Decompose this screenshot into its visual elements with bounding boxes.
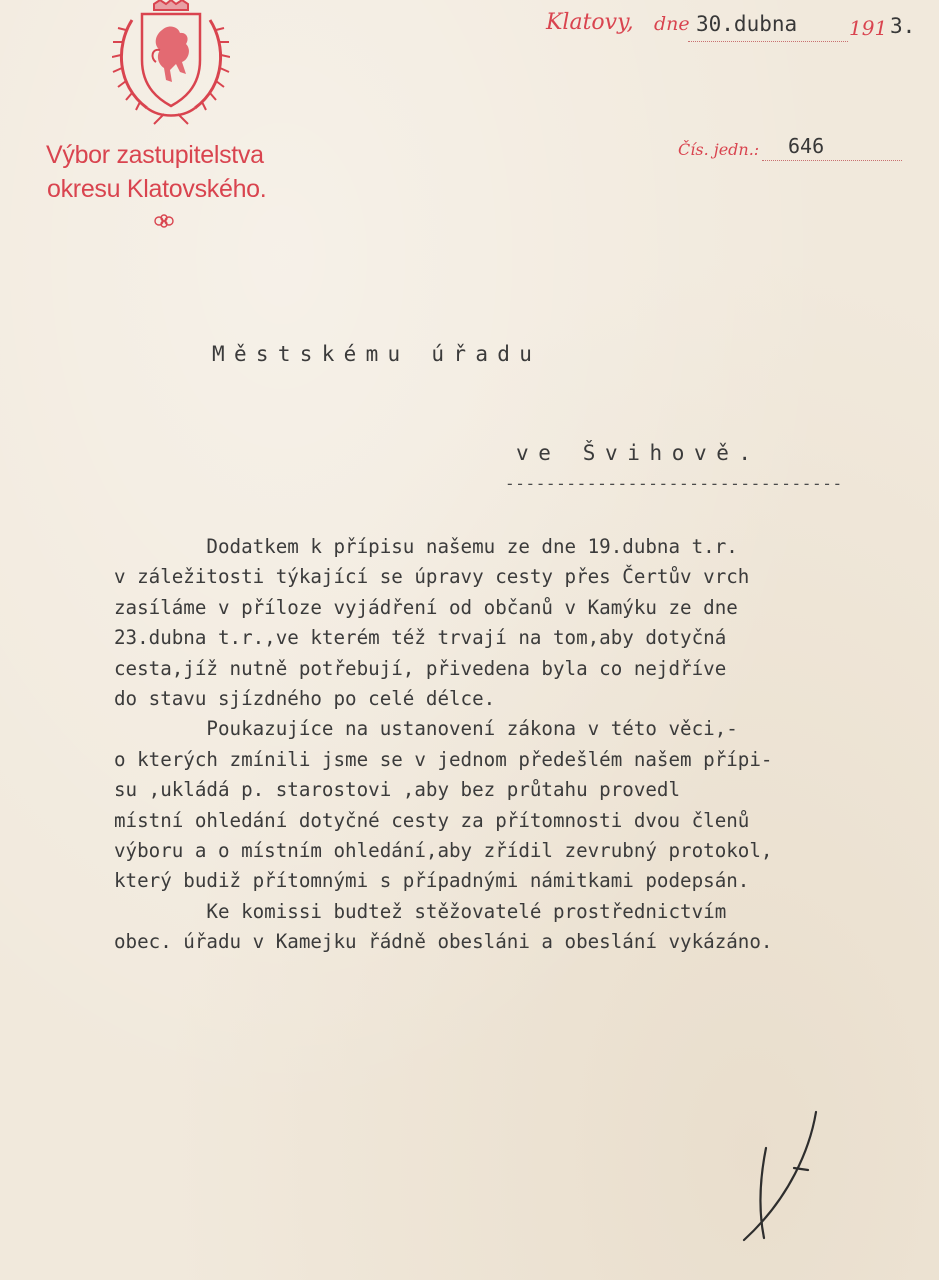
reference-number: 646 <box>788 134 825 158</box>
lion-crest-icon <box>112 0 230 125</box>
body-line: 23.dubna t.r.,ve kterém též trvají na tom,aby dotyčná <box>114 626 727 650</box>
date-dotted-rule <box>688 41 848 42</box>
knot-ornament-icon <box>153 214 175 228</box>
body-line: zasíláme v příloze vyjádření od občanů v Kamýku ze dne <box>114 595 738 619</box>
body-line: výboru a o místním ohledání,aby zřídil zevrubný protokol, <box>114 838 773 862</box>
date-place: Klatovy, <box>546 10 634 35</box>
body-line: Dodatkem k přípisu našemu ze dne 19.dubna t.r. <box>114 535 738 558</box>
body-line: v záležitosti týkající se úpravy cesty přes Čertův vrch <box>114 565 750 589</box>
reference-label: Čís. jedn.: <box>678 140 760 159</box>
handwritten-signature-icon <box>730 1108 820 1248</box>
body-line: obec. úřadu v Kamejku řádně obesláni a obeslání vykázáno. <box>114 930 773 954</box>
organization-line-1: Výbor zastupitelstva <box>46 141 264 169</box>
date-line <box>546 8 916 40</box>
date-year-prefix: 191 <box>849 16 888 40</box>
body-line: Ke komissi budtež stěžovatelé prostřednictvím <box>114 899 727 923</box>
date-dne-label: dne <box>654 13 690 35</box>
date-year-suffix: 3. <box>890 14 916 38</box>
organization-line-2: okresu Klatovského. <box>47 175 267 203</box>
body-line: o kterých zmínili jsme se v jednom předešlém našem přípi- <box>114 747 773 771</box>
date-value: 30.dubna <box>696 12 798 36</box>
letter-body <box>114 532 934 957</box>
body-line: do stavu sjízdného po celé délce. <box>114 686 496 710</box>
reference-number-line <box>678 132 918 166</box>
body-line: cesta,jíž nutně potřebují, přivedena byla co nejdříve <box>114 656 727 680</box>
recipient-line-2: ve Švihově. <box>516 441 761 465</box>
body-line: su ,ukládá p. starostovi ,aby bez průtahu provedl <box>114 778 681 802</box>
organization-name <box>46 138 266 206</box>
recipient-underline: --------------------------------- <box>505 474 843 493</box>
body-line: který budiž přítomnými s případnými námitkami podepsán. <box>114 869 750 893</box>
reference-dotted-rule <box>762 160 902 161</box>
body-line: Poukazujíce na ustanovení zákona v této věci,- <box>114 717 738 741</box>
recipient-line-1: Městskému úřadu <box>212 342 542 366</box>
body-line: místní ohledání dotyčné cesty za přítomnosti dvou členů <box>114 808 750 832</box>
